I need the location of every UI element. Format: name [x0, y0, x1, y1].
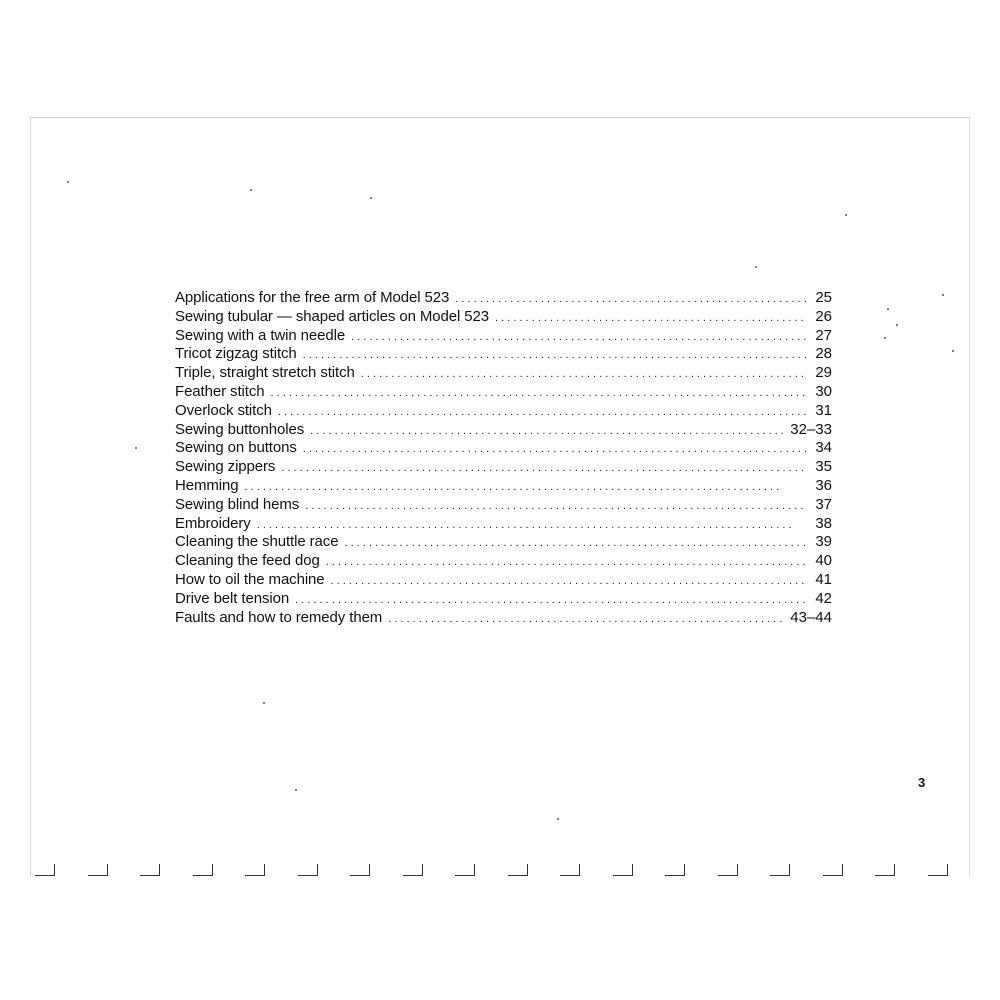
speck: [896, 324, 898, 326]
speck: [295, 789, 297, 791]
toc-entry-title: Sewing with a twin needle: [175, 326, 346, 344]
binding-hole: [350, 864, 370, 876]
toc-entry-page: 42: [815, 589, 832, 607]
toc-row: [175, 421, 832, 440]
toc-entry-title: Cleaning the shuttle race: [175, 533, 339, 551]
toc-row: [175, 458, 832, 477]
dot-leader: [303, 346, 806, 365]
toc-row: [175, 402, 832, 421]
toc-entry-page: 43–44: [790, 608, 832, 626]
toc-row: [175, 308, 832, 327]
dot-leader: [361, 365, 806, 384]
toc-row: [175, 533, 832, 552]
speck: [135, 447, 137, 449]
toc-row: [175, 496, 832, 515]
dot-leader: [310, 422, 786, 441]
toc-entry-page: 40: [815, 552, 832, 570]
binding-hole: [455, 864, 475, 876]
toc-entry-page: 28: [815, 345, 832, 363]
toc-row: [175, 590, 832, 609]
toc-row: [175, 289, 832, 308]
binding-hole: [298, 864, 318, 876]
dot-leader: [270, 384, 806, 403]
toc-row: [175, 609, 832, 628]
dot-leader: [244, 478, 806, 497]
page-number: 3: [918, 775, 926, 790]
dot-leader: [326, 553, 806, 572]
dot-leader: [344, 534, 806, 553]
binding-hole: [665, 864, 685, 876]
binding-hole: [245, 864, 265, 876]
toc-row: [175, 439, 832, 458]
toc-entry-title: Sewing on buttons: [175, 439, 297, 457]
binding-hole: [403, 864, 423, 876]
toc-entry-title: Hemming: [175, 476, 239, 494]
speck: [370, 197, 372, 199]
toc-entry-title: Tricot zigzag stitch: [175, 345, 297, 363]
toc-row: [175, 345, 832, 364]
toc-entry-page: 32–33: [790, 420, 832, 438]
speck: [755, 266, 757, 268]
table-of-contents: [175, 289, 832, 627]
speck: [250, 189, 252, 191]
toc-entry-title: Cleaning the feed dog: [175, 552, 320, 570]
binding-hole: [718, 864, 738, 876]
toc-entry-page: 37: [815, 495, 832, 513]
dot-leader: [351, 328, 806, 347]
dot-leader: [331, 572, 806, 591]
toc-entry-title: Sewing zippers: [175, 458, 276, 476]
dot-leader: [278, 403, 806, 422]
toc-row: [175, 571, 832, 590]
speck: [887, 308, 889, 310]
dot-leader: [388, 610, 786, 629]
toc-entry-title: Drive belt tension: [175, 589, 290, 607]
speck: [884, 337, 886, 339]
toc-entry-page: 27: [815, 326, 832, 344]
binding-hole: [88, 864, 108, 876]
binding-hole: [35, 864, 55, 876]
binding-hole: [140, 864, 160, 876]
speck: [67, 181, 69, 183]
speck: [845, 214, 847, 216]
binding-hole: [560, 864, 580, 876]
toc-row: [175, 552, 832, 571]
dot-leader: [305, 497, 806, 516]
dot-leader: [257, 516, 806, 535]
toc-entry-title: How to oil the machine: [175, 570, 325, 588]
toc-entry-title: Triple, straight stretch stitch: [175, 364, 355, 382]
binding-hole: [823, 864, 843, 876]
speck: [263, 702, 265, 704]
toc-entry-title: Applications for the free arm of Model 523: [175, 289, 450, 306]
speck: [557, 818, 559, 820]
toc-entry-title: Sewing buttonholes: [175, 420, 305, 438]
binding-hole: [928, 864, 948, 876]
toc-row: [175, 364, 832, 383]
toc-row: [175, 477, 832, 496]
dot-leader: [495, 309, 806, 328]
binding-hole: [613, 864, 633, 876]
toc-row: [175, 327, 832, 346]
toc-row: [175, 383, 832, 402]
binding-strip: [30, 858, 970, 882]
binding-hole: [508, 864, 528, 876]
speck: [942, 294, 944, 296]
dot-leader: [281, 459, 806, 478]
toc-entry-page: 35: [815, 458, 832, 476]
toc-entry-page: 26: [815, 307, 832, 325]
toc-entry-title: Sewing blind hems: [175, 495, 300, 513]
toc-entry-page: 39: [815, 533, 832, 551]
binding-hole: [875, 864, 895, 876]
binding-hole: [193, 864, 213, 876]
toc-entry-title: Feather stitch: [175, 382, 265, 400]
speck: [952, 350, 954, 352]
dot-leader: [295, 591, 806, 610]
toc-row: [175, 515, 832, 534]
toc-entry-page: 36: [815, 476, 832, 494]
toc-entry-title: Faults and how to remedy them: [175, 608, 383, 626]
dot-leader: [303, 440, 806, 459]
toc-entry-page: 25: [815, 289, 832, 306]
toc-entry-page: 29: [815, 364, 832, 382]
toc-entry-page: 30: [815, 382, 832, 400]
toc-entry-title: Embroidery: [175, 514, 251, 532]
toc-entry-page: 38: [815, 514, 832, 532]
toc-entry-page: 31: [815, 401, 832, 419]
toc-entry-page: 41: [815, 570, 832, 588]
toc-entry-title: Overlock stitch: [175, 401, 272, 419]
binding-hole: [770, 864, 790, 876]
toc-entry-title: Sewing tubular — shaped articles on Model 523: [175, 307, 490, 325]
toc-entry-page: 34: [815, 439, 832, 457]
dot-leader: [455, 290, 806, 309]
